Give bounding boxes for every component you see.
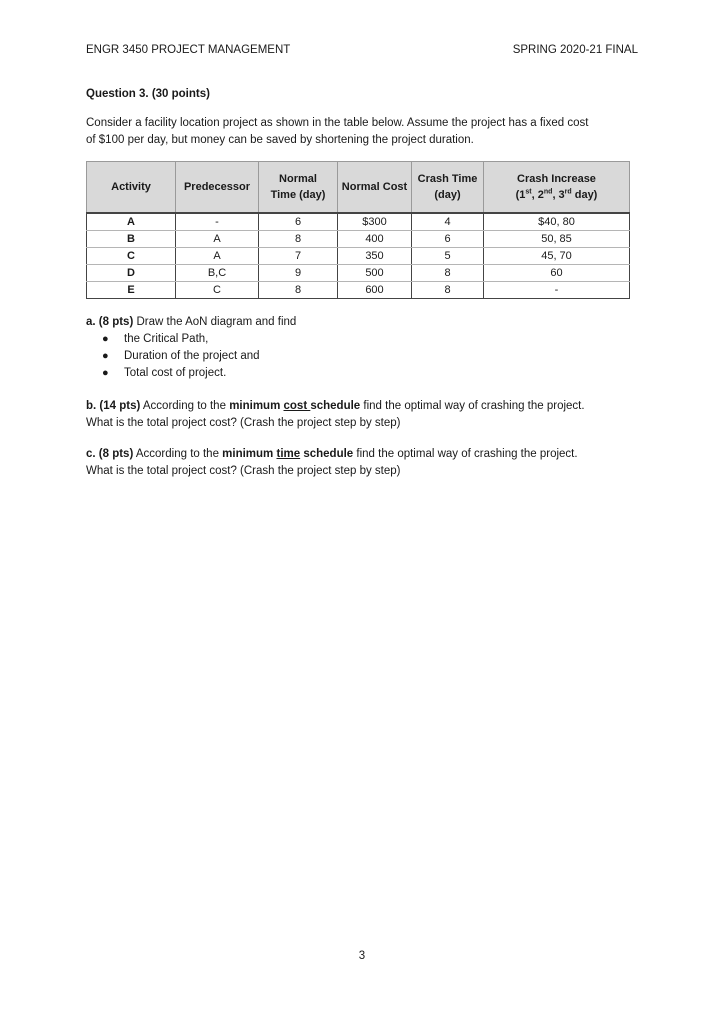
cell-crash-time: 4 (412, 213, 484, 231)
cell-crash-increase: 60 (484, 265, 630, 282)
cell-normal-time: 9 (259, 265, 338, 282)
header-crash-time-line2: (day) (434, 189, 461, 201)
list-item (102, 331, 646, 348)
part-c-underlined: time (276, 448, 301, 460)
page-header (86, 44, 638, 56)
cell-normal-cost: $300 (338, 213, 412, 231)
part-c-text: According to the (133, 448, 223, 460)
cell-normal-time: 6 (259, 213, 338, 231)
bullet-text: Total cost of project. (124, 367, 227, 379)
cell-normal-time: 7 (259, 248, 338, 265)
exam-term: SPRING 2020-21 FINAL (512, 44, 638, 56)
cell-normal-time: 8 (259, 282, 338, 299)
cell-normal-cost: 350 (338, 248, 412, 265)
header-crash-increase-line1: Crash Increase (517, 173, 596, 185)
part-b (86, 398, 646, 432)
header-normal-time (259, 162, 338, 214)
table-header-row (87, 162, 630, 214)
table-row (87, 265, 630, 282)
part-b-label: b. (14 pts) (86, 400, 141, 412)
bullet-text: Duration of the project and (124, 350, 260, 362)
header-crash-increase (484, 162, 630, 214)
cell-crash-time: 8 (412, 265, 484, 282)
list-item (102, 365, 646, 382)
header-crash-increase-line2: (1st, 2nd, 3rd day) (515, 188, 598, 201)
cell-crash-increase: - (484, 282, 630, 299)
part-b-underlined: cost (283, 400, 311, 412)
table-row (87, 282, 630, 299)
part-c-text-end: find the optimal way of crashing the project. (353, 448, 578, 460)
cell-predecessor: - (176, 213, 259, 231)
course-title: ENGR 3450 PROJECT MANAGEMENT (86, 44, 291, 56)
bullet-icon: ● (102, 367, 109, 379)
cell-activity: A (87, 213, 176, 231)
table-row (87, 248, 630, 265)
part-c-line-1 (86, 446, 646, 463)
header-crash-time (412, 162, 484, 214)
part-a-label: a. (8 pts) (86, 316, 134, 328)
cell-normal-time: 8 (259, 231, 338, 248)
part-c-label: c. (8 pts) (86, 448, 134, 460)
cell-crash-time: 6 (412, 231, 484, 248)
intro-line-2: of $100 per day, but money can be saved by shortening the project duration. (86, 134, 474, 146)
table-row (87, 231, 630, 248)
bullet-icon: ● (102, 333, 109, 345)
cell-predecessor: C (176, 282, 259, 299)
question-intro (86, 115, 646, 149)
part-c-bold: minimum (222, 448, 277, 460)
cell-activity: E (87, 282, 176, 299)
part-a-bullet-list (86, 331, 646, 382)
bullet-icon: ● (102, 350, 109, 362)
header-activity: Activity (87, 162, 176, 214)
page-number: 3 (358, 950, 366, 962)
cell-normal-cost: 400 (338, 231, 412, 248)
header-normal-time-line2: Time (day) (270, 189, 326, 201)
cell-crash-increase: 45, 70 (484, 248, 630, 265)
header-normal-cost: Normal Cost (338, 162, 412, 214)
header-normal-time-line1: Normal (279, 173, 317, 185)
cell-crash-increase: 50, 85 (484, 231, 630, 248)
part-b-bold-schedule: schedule (310, 400, 361, 412)
list-item (102, 348, 646, 365)
header-predecessor: Predecessor (176, 162, 259, 214)
cell-normal-cost: 600 (338, 282, 412, 299)
part-c (86, 446, 646, 480)
cell-crash-time: 5 (412, 248, 484, 265)
question-title: Question 3. (30 points) (86, 88, 210, 100)
cell-normal-cost: 500 (338, 265, 412, 282)
part-b-line-2: What is the total project cost? (Crash the project step by step) (86, 417, 401, 429)
cell-crash-increase: $40, 80 (484, 213, 630, 231)
cell-activity: C (87, 248, 176, 265)
part-b-text-end: find the optimal way of crashing the project. (360, 400, 585, 412)
table-row (87, 213, 630, 231)
cell-activity: D (87, 265, 176, 282)
bullet-text: the Critical Path, (124, 333, 209, 345)
part-a (86, 314, 646, 382)
part-c-bold-schedule: schedule (300, 448, 354, 460)
cell-predecessor: A (176, 231, 259, 248)
part-b-bold: minimum (229, 400, 284, 412)
intro-line-1: Consider a facility location project as shown in the table below. Assume the project has a fixed cost (86, 117, 589, 129)
cell-crash-time: 8 (412, 282, 484, 299)
part-b-text: According to the (140, 400, 230, 412)
header-crash-time-line1: Crash Time (417, 173, 478, 185)
part-c-line-2: What is the total project cost? (Crash the project step by step) (86, 465, 401, 477)
part-a-text: Draw the AoN diagram and find (133, 316, 297, 328)
cell-predecessor: B,C (176, 265, 259, 282)
cell-predecessor: A (176, 248, 259, 265)
activity-table (86, 161, 630, 299)
part-b-line-1 (86, 398, 646, 415)
cell-activity: B (87, 231, 176, 248)
part-a-heading (86, 314, 646, 331)
